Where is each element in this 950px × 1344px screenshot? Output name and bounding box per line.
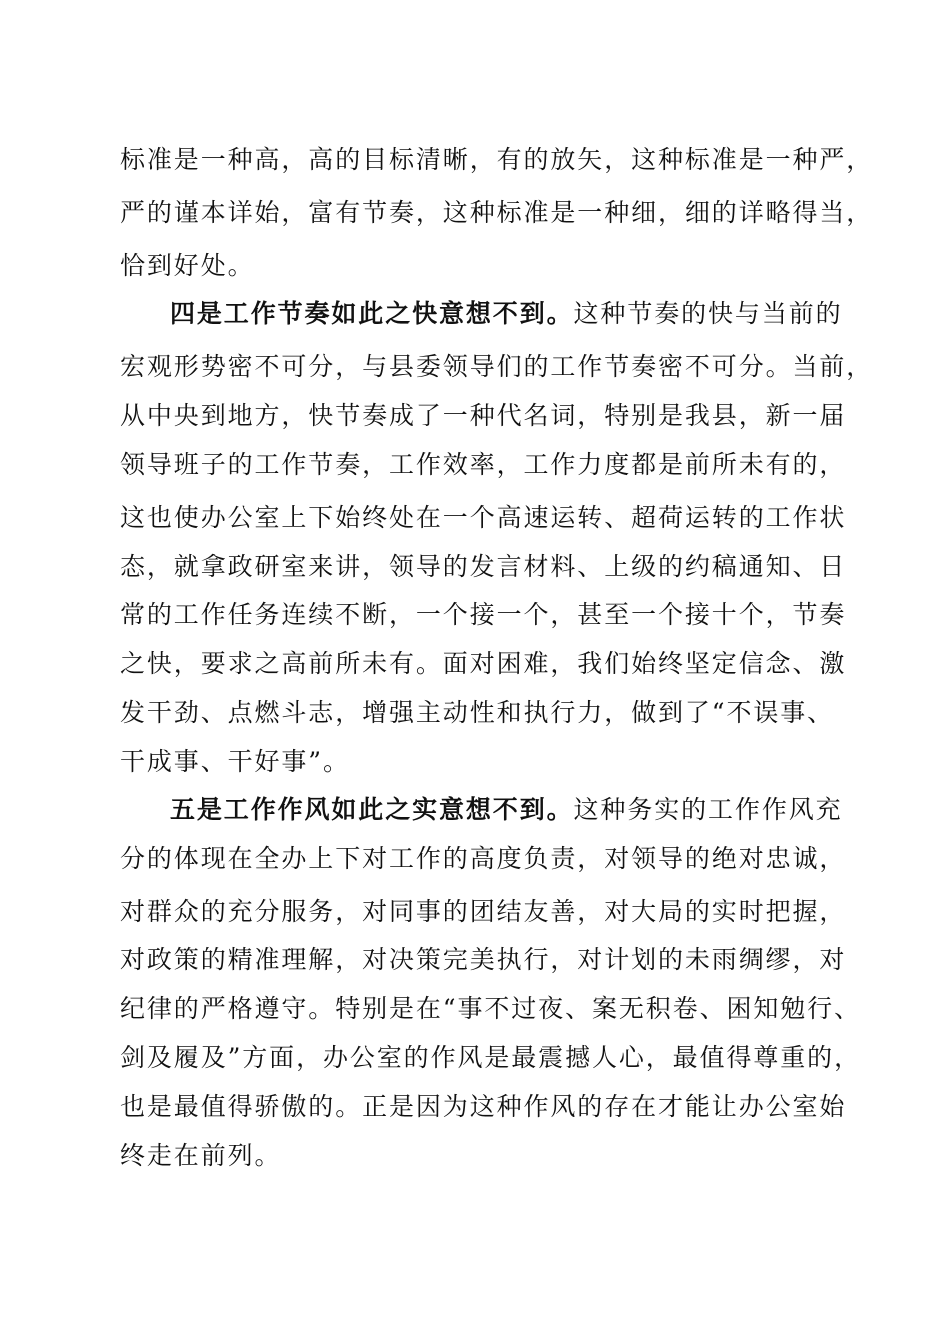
paragraph-3-line-3: 对群众的充分服务，对同事的团结友善，对大局的实时把握， — [120, 897, 847, 926]
paragraph-2-line-10: 干成事、干好事”。 — [120, 747, 350, 776]
paragraph-3-first-line-text: 这种务实的工作作风充 — [573, 795, 843, 824]
paragraph-3-line-5: 纪律的严格遵守。特别是在“事不过夜、案无积卷、困知勉行、 — [120, 994, 861, 1023]
paragraph-2-line-2: 宏观形势密不可分，与县委领导们的工作节奏密不可分。当前， — [120, 352, 874, 381]
paragraph-1-line-3: 恰到好处。 — [120, 251, 255, 280]
paragraph-2-first-line — [170, 298, 843, 330]
paragraph-2-line-4: 领导班子的工作节奏，工作效率，工作力度都是前所未有的， — [120, 450, 847, 479]
paragraph-3-line-7: 也是最值得骄傲的。正是因为这种作风的存在才能让办公室始 — [120, 1092, 847, 1121]
paragraph-2-heading: 四是工作节奏如此之快意想不到。 — [170, 299, 574, 328]
paragraph-1-line-1: 标准是一种高，高的目标清晰，有的放矢，这种标准是一种严， — [120, 145, 874, 174]
paragraph-3-line-6: 剑及履及”方面，办公室的作风是最震撼人心，最值得尊重的， — [120, 1043, 861, 1072]
paragraph-3-heading: 五是工作作风如此之实意想不到。 — [170, 795, 574, 824]
paragraph-2-line-6: 态，就拿政研室来讲，领导的发言材料、上级的约稿通知、日 — [120, 552, 847, 581]
paragraph-1-line-2: 严的谨本详始，富有节奏，这种标准是一种细，细的详略得当， — [120, 198, 874, 227]
paragraph-2-first-line-text: 这种节奏的快与当前的 — [573, 299, 843, 328]
paragraph-3-first-line — [170, 794, 843, 826]
paragraph-2-line-8: 之快，要求之高前所未有。面对困难，我们始终坚定信念、激 — [120, 649, 847, 678]
paragraph-2-line-3: 从中央到地方，快节奏成了一种代名词，特别是我县，新一届 — [120, 401, 847, 430]
paragraph-3-line-2: 分的体现在全办上下对工作的高度负责，对领导的绝对忠诚， — [120, 844, 847, 873]
paragraph-2-line-9: 发干劲、点燃斗志，增强主动性和执行力，做到了“不误事、 — [120, 698, 835, 727]
paragraph-2-line-5: 这也使办公室上下始终处在一个高速运转、超荷运转的工作状 — [120, 503, 847, 532]
paragraph-3-line-4: 对政策的精准理解，对决策完美执行，对计划的未雨绸缪，对 — [120, 945, 847, 974]
paragraph-3-line-8: 终走在前列。 — [120, 1141, 282, 1170]
paragraph-2-line-7: 常的工作任务连续不断，一个接一个，甚至一个接十个，节奏 — [120, 600, 847, 629]
